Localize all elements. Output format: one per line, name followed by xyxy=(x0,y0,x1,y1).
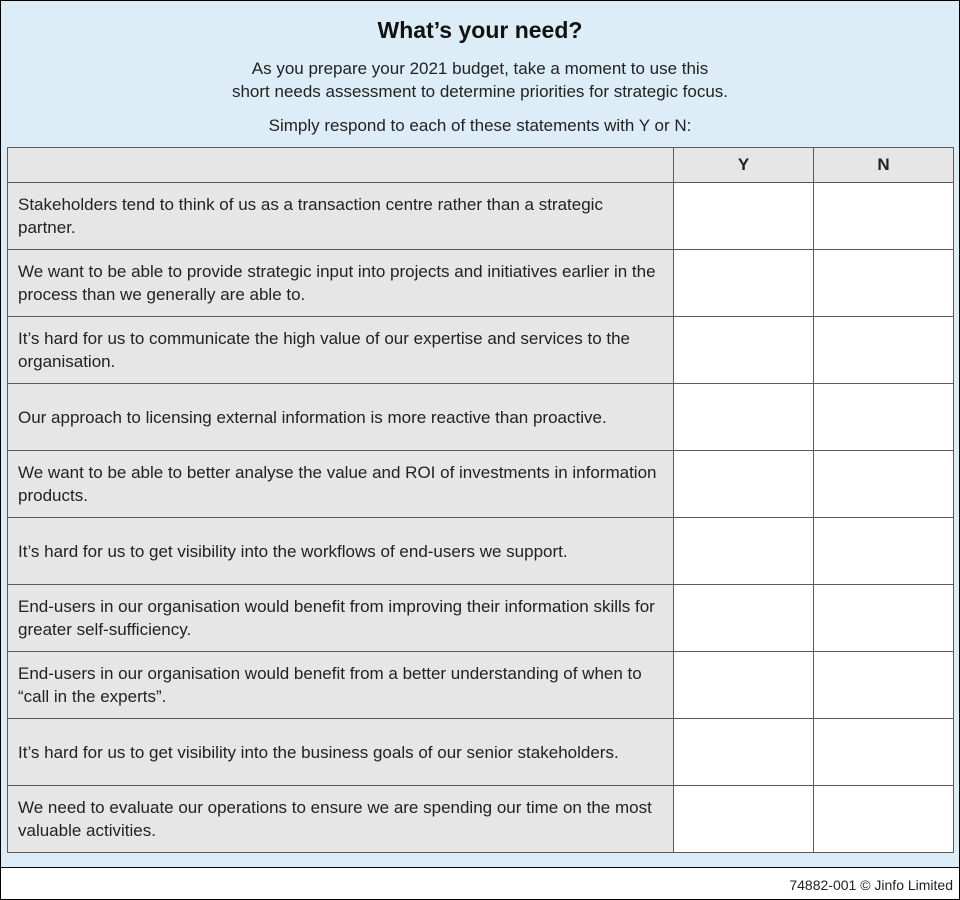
column-header-no: N xyxy=(814,148,954,183)
table-row xyxy=(8,250,954,317)
no-response-cell[interactable] xyxy=(814,786,954,853)
table-row xyxy=(8,518,954,585)
table-row xyxy=(8,719,954,786)
yes-response-cell[interactable] xyxy=(674,652,814,719)
yes-response-cell[interactable] xyxy=(674,451,814,518)
table-header-row xyxy=(8,148,954,183)
statement-cell: It’s hard for us to get visibility into the workflows of end-users we support. xyxy=(8,518,674,585)
statement-cell: It’s hard for us to get visibility into the business goals of our senior stakeholders. xyxy=(8,719,674,786)
no-response-cell[interactable] xyxy=(814,183,954,250)
table-row xyxy=(8,451,954,518)
intro-line-2: short needs assessment to determine priorities for strategic focus. xyxy=(231,82,729,101)
statement-cell: We want to be able to better analyse the value and ROI of investments in information products. xyxy=(8,451,674,518)
column-header-yes: Y xyxy=(674,148,814,183)
table-row xyxy=(8,585,954,652)
statement-cell: Our approach to licensing external information is more reactive than proactive. xyxy=(8,384,674,451)
column-header-statement xyxy=(8,148,674,183)
statement-cell: It’s hard for us to communicate the high value of our expertise and services to the organisation. xyxy=(8,317,674,384)
intro-text xyxy=(1,57,959,103)
no-response-cell[interactable] xyxy=(814,451,954,518)
table-row xyxy=(8,317,954,384)
needs-assessment-table xyxy=(7,147,954,853)
no-response-cell[interactable] xyxy=(814,719,954,786)
yes-response-cell[interactable] xyxy=(674,719,814,786)
copyright-footer: 74882-001 © Jinfo Limited xyxy=(789,877,953,893)
yes-response-cell[interactable] xyxy=(674,384,814,451)
yes-response-cell[interactable] xyxy=(674,518,814,585)
statement-cell: End-users in our organisation would benefit from a better understanding of when to “call in the experts”. xyxy=(8,652,674,719)
yes-response-cell[interactable] xyxy=(674,585,814,652)
statement-cell: Stakeholders tend to think of us as a transaction centre rather than a strategic partner. xyxy=(8,183,674,250)
statement-cell: We want to be able to provide strategic input into projects and initiatives earlier in the process than we generally are able to. xyxy=(8,250,674,317)
yes-response-cell[interactable] xyxy=(674,786,814,853)
no-response-cell[interactable] xyxy=(814,317,954,384)
no-response-cell[interactable] xyxy=(814,652,954,719)
yes-response-cell[interactable] xyxy=(674,250,814,317)
table-row xyxy=(8,786,954,853)
no-response-cell[interactable] xyxy=(814,250,954,317)
yes-response-cell[interactable] xyxy=(674,317,814,384)
intro-line-1: As you prepare your 2021 budget, take a moment to use this xyxy=(251,59,709,78)
statement-cell: We need to evaluate our operations to ensure we are spending our time on the most valuable activities. xyxy=(8,786,674,853)
yes-response-cell[interactable] xyxy=(674,183,814,250)
table-row xyxy=(8,652,954,719)
statement-cell: End-users in our organisation would benefit from improving their information skills for greater self-sufficiency. xyxy=(8,585,674,652)
table-row xyxy=(8,384,954,451)
table-row xyxy=(8,183,954,250)
no-response-cell[interactable] xyxy=(814,518,954,585)
instruction-text: Simply respond to each of these statements with Y or N: xyxy=(268,116,692,135)
assessment-panel xyxy=(1,1,959,868)
no-response-cell[interactable] xyxy=(814,585,954,652)
no-response-cell[interactable] xyxy=(814,384,954,451)
page-title: What’s your need? xyxy=(377,17,583,43)
